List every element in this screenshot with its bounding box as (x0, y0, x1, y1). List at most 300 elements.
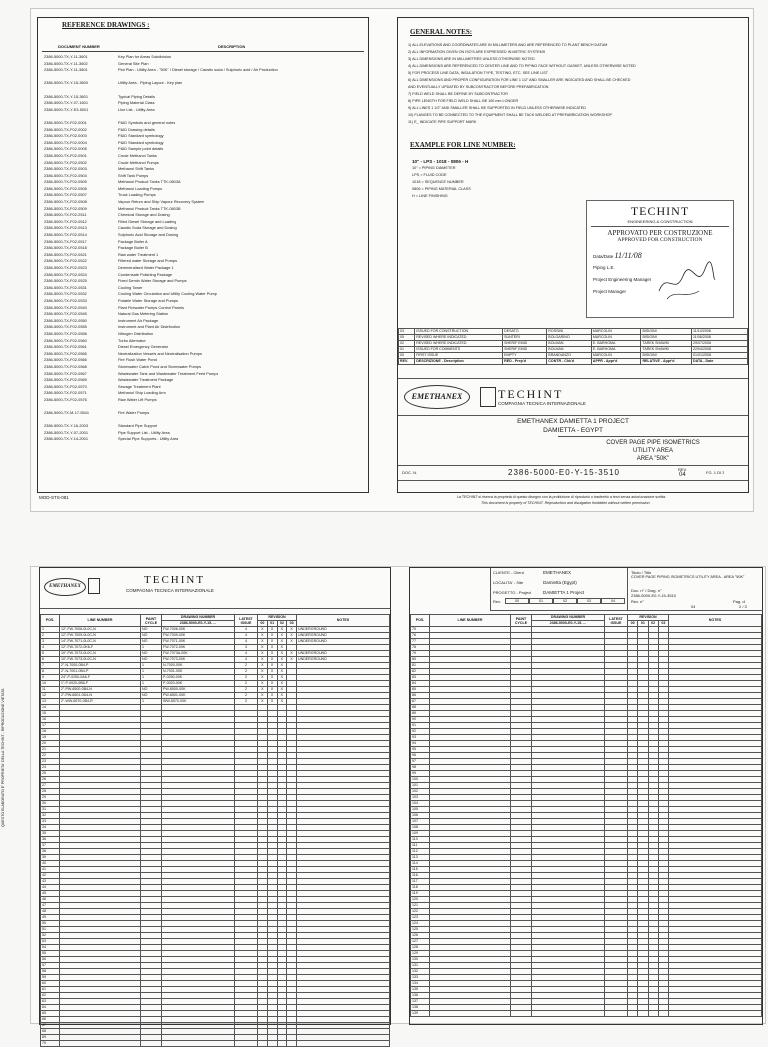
row-cell: X (287, 627, 297, 633)
project-title: EMETHANEX DAMIETTA 1 PROJECT (517, 418, 629, 425)
row-pos: 9 (41, 675, 60, 681)
reference-description: Package Boiler B (118, 245, 148, 251)
reference-doc-number: 2386-5000-TX-Y-11-3601 (44, 54, 88, 59)
row-pos: 137 (411, 999, 430, 1005)
reference-row (44, 430, 364, 437)
row-cell: X (277, 639, 287, 645)
reference-doc-number: 2386-5000-TX-F02-0532 (44, 291, 87, 297)
col-notes: NOTES (297, 615, 390, 627)
reference-doc-number: 2386-5000-TX-F02-0502 (44, 159, 87, 165)
general-note: 7) FIELD WELD SHALL BE DEFINE BY SUBCONTRACTOR (408, 92, 508, 96)
reference-doc-number: 2386-5000-TX-F02-0561 (44, 344, 87, 350)
stamp-piping-label: Piping L.E. (593, 265, 615, 271)
row-cell: 4 (235, 627, 258, 633)
reference-doc-number: 2386-5000-TX-F02-0570 (44, 383, 87, 389)
revision-cell: TAREK SHAWKI (641, 347, 692, 353)
reference-row (44, 324, 364, 331)
row-cell: X (267, 657, 277, 663)
row-cell: X (287, 657, 297, 663)
row-pos: 87 (411, 699, 430, 705)
row-pos: 29 (41, 795, 60, 801)
row-cell: PW-6501-00K (162, 693, 235, 699)
row-cell: 2 (235, 693, 258, 699)
col-line-number: LINE NUMBER (60, 615, 141, 627)
row-pos: 4 (41, 645, 60, 651)
row-pos: 66 (41, 1017, 60, 1023)
general-note: 4) ALL DIMENSIONS ARE REFERENCED TO CENTER LINE AND TO PIPING FACE WITHOUT GASKET, UNLESS OTHERWISE NOTED (408, 64, 636, 68)
table-row (41, 1041, 390, 1047)
reference-row (44, 87, 364, 94)
reference-description: Instrument Air Package (118, 317, 159, 323)
reference-description: Plot Plan - Utility Area - "50K" / Diesel storage / Caustic soda / Sulphuric acid / Air Production (118, 67, 278, 73)
revision-cell: BISIGINI (641, 335, 692, 341)
reference-row (44, 285, 364, 292)
reference-row (44, 291, 364, 298)
row-pos: 92 (411, 729, 430, 735)
row-pos: 70 (41, 1041, 60, 1047)
reference-doc-number: 2386-5000-TX-F02-0540 (44, 304, 87, 310)
stamp-pm-label: Project Manager (593, 289, 627, 295)
reference-row (44, 384, 364, 391)
revision-header-cell: RED - Prep'd (503, 359, 547, 365)
row-cell: 10"-FW-7073-0L0C-N (60, 657, 141, 663)
reference-doc-number: 2386-5000-TX-F02-0533 (44, 297, 87, 303)
row-pos: 113 (411, 855, 430, 861)
row-cell: X (258, 675, 268, 681)
row-pos: 78 (411, 645, 430, 651)
row-cell: X (277, 681, 287, 687)
row-cell: X (267, 639, 277, 645)
reference-description: Crude Methanol Pumps (118, 159, 159, 165)
row-pos: 33 (41, 819, 60, 825)
reference-description: Standard Pipe Support (118, 423, 158, 429)
row-cell: 1 (141, 699, 162, 705)
row-pos: 133 (411, 975, 430, 981)
reference-doc-number: 2386-5000-TX-F02-0517 (44, 238, 87, 244)
reference-doc-number: 2386-5000-TX-F02-0004 (44, 139, 87, 145)
reference-description: Fire Water Pumps (118, 410, 150, 416)
revision-cell: DESATO (503, 329, 547, 335)
rev-subcol: 01 (267, 621, 277, 627)
row-cell: 2 (235, 687, 258, 693)
doc-number: 2386-5000-E0-Y-15-3510 (508, 468, 620, 477)
col-doc-number-header: DOCUMENT NUMBER (58, 44, 100, 49)
row-cell (287, 1041, 297, 1047)
row-pos: 102 (411, 789, 430, 795)
row-cell: 2"-WW-6570-0B4-R (60, 699, 141, 705)
row-pos: 21 (41, 747, 60, 753)
reference-doc-number: 2386-5000-TX-F02-0545 (44, 311, 87, 317)
row-cell: X (258, 663, 268, 669)
reference-description: Fixed Demin Water Storage and Pumps (118, 278, 187, 284)
reference-row (44, 410, 364, 417)
reference-row (44, 331, 364, 338)
reference-row (44, 61, 364, 68)
reference-doc-number: 2386-5000-TX-F02-0522 (44, 258, 87, 264)
row-pos: 125 (411, 927, 430, 933)
row-cell: X (267, 669, 277, 675)
revision-cell: 03 (399, 329, 415, 335)
col-revision: REVISION (628, 615, 669, 621)
row-cell (267, 1041, 277, 1047)
reference-row (44, 423, 364, 430)
row-cell: 2"-PW-6501-0D4-N (60, 693, 141, 699)
reference-list (44, 54, 364, 443)
row-pos: 128 (411, 945, 430, 951)
bottom-sheet (1, 566, 766, 1045)
rev-column: 00 (505, 598, 529, 604)
reference-row (44, 232, 364, 239)
doc-title-1: COVER PAGE PIPE ISOMETRICS (606, 440, 700, 446)
reference-doc-number: 2386-5000-TX-Y-16-2003 (44, 423, 88, 429)
reference-row (44, 192, 364, 199)
rev-subcol: 03 (658, 621, 668, 627)
col-latest-issue: LATEST ISSUE (605, 615, 628, 627)
revision-cell: REVISED WHERE INDICATED (415, 341, 503, 347)
reference-doc-number (44, 403, 118, 410)
row-pos: 85 (411, 687, 430, 693)
row-cell: X (267, 693, 277, 699)
reference-row (44, 245, 364, 252)
isometric-table-left (40, 614, 390, 1047)
reference-row (44, 417, 364, 424)
reference-doc-number: 2386-5000-TX-F02-0550 (44, 317, 87, 323)
reference-row (44, 364, 364, 371)
general-note: 11) E_ INDICATE PIPE SUPPORT MARK (408, 120, 477, 124)
row-pos: 132 (411, 969, 430, 975)
proj-label: PROGETTO - Project (493, 590, 532, 595)
reference-row (44, 397, 364, 404)
row-cell (511, 1011, 532, 1017)
techint-logo-small: TECHINT (144, 574, 206, 586)
revision-cell: 22/04/2008 (692, 347, 748, 353)
row-cell: 4 (235, 633, 258, 639)
revision-cell: 11/10/2008 (692, 329, 748, 335)
reference-row (44, 225, 364, 232)
row-cell: 2"-PW-6500-0B4-N (60, 687, 141, 693)
row-cell (648, 1011, 658, 1017)
revision-cell: E. BARHOMA (591, 341, 641, 347)
reference-doc-number: 2386-5000-TX-F02-0555 (44, 324, 87, 330)
example-list (412, 158, 612, 200)
revision-cell: FIRST ISSUE (415, 353, 503, 359)
reference-description: Package Boiler A (118, 238, 148, 244)
row-cell: X (258, 639, 268, 645)
reference-row (44, 127, 364, 134)
row-pos: 129 (411, 951, 430, 957)
row-cell (235, 1041, 258, 1047)
row-pos: 106 (411, 813, 430, 819)
rev-column: 01 (529, 598, 553, 604)
reference-description: P&ID Symbols and general notes (118, 119, 176, 125)
row-pos: 82 (411, 669, 430, 675)
row-cell: N-7000-00K (162, 663, 235, 669)
reference-row (44, 212, 364, 219)
reference-doc-number: 2386-5000-TX-F02-0501 (44, 152, 87, 158)
rev-subcol: 02 (277, 621, 287, 627)
property-line-1: La TECHINT si riserva la proprietà di questo disegno con la proibizione di riprodurlo o trasferirlo a terzi senza autorizzazione scritta. (457, 495, 667, 499)
reference-doc-number: 2386-5000-TX-F02-0508 (44, 199, 87, 205)
reference-row (44, 67, 364, 74)
rev2-value: 04 (691, 604, 696, 609)
row-cell: X (267, 627, 277, 633)
row-pos: 51 (41, 927, 60, 933)
revision-cell: TAREK SHAWKI (641, 341, 692, 347)
revision-cell: ISSUED FOR CONSTRUCTION (415, 329, 503, 335)
reference-doc-number: 2386-5000-TX-F02-0512 (44, 218, 87, 224)
reference-doc-number: 2386-5000-TX-F02-0514 (44, 232, 87, 238)
row-pos: 54 (41, 945, 60, 951)
row-pos: 39 (41, 855, 60, 861)
row-pos: 121 (411, 903, 430, 909)
general-note: 5) FOR PROCESS LINE DATA, INSULATION TYPE, TESTING, ETC. SEE LINE LIST (408, 71, 549, 75)
row-cell: X (258, 681, 268, 687)
reference-row (44, 298, 364, 305)
revision-header-cell: CONTR - Chk'd (547, 359, 592, 365)
row-cell: 4 (235, 651, 258, 657)
row-cell: X (277, 627, 287, 633)
row-pos: 88 (411, 705, 430, 711)
row-pos: 12 (41, 693, 60, 699)
row-pos: 34 (41, 825, 60, 831)
row-cell: X (258, 687, 268, 693)
row-cell: 1 (141, 669, 162, 675)
row-pos: 37 (41, 843, 60, 849)
revision-cell: MARCOLIN (591, 353, 641, 359)
side-text: QUESTO ELABORATO E' PROPRIETA' DELLA TECHINT - RIPRODUZIONE VIETATA (1, 688, 5, 827)
row-pos: 67 (41, 1023, 60, 1029)
left-logos (40, 568, 390, 609)
revision-cell: E. BARHOMA (591, 347, 641, 353)
row-cell: FW-7073-00K (162, 657, 235, 663)
revision-cell: 05 (399, 335, 415, 341)
revision-cell: REVISED WHERE INDICATED (415, 335, 503, 341)
row-pos: 41 (41, 867, 60, 873)
techint-sub-small: COMPAGNIA TECNICA INTERNAZIONALE (126, 588, 214, 593)
row-cell: X (277, 699, 287, 705)
row-pos: 96 (411, 753, 430, 759)
reference-description: Methanol Loading Pumps (118, 185, 163, 191)
row-pos: 112 (411, 849, 430, 855)
drawing-number-prefix: 2386-5000-E0-Y-15- ... (162, 621, 235, 627)
row-pos: 84 (411, 681, 430, 687)
reference-row (44, 252, 364, 259)
reference-row (44, 278, 364, 285)
reference-description: Typical Piping Details (118, 93, 155, 99)
col-drawing-number: DRAWING NUMBER (532, 615, 605, 621)
row-pos: 104 (411, 801, 430, 807)
project-subtitle: DAMIETTA - EGYPT (543, 427, 603, 434)
row-pos: 61 (41, 987, 60, 993)
reference-description: P&ID Standard symbology (118, 133, 164, 139)
row-cell: 10"-FW-7073-0L0C-N (60, 651, 141, 657)
row-cell: UNDERGROUND (297, 627, 390, 633)
row-pos: 120 (411, 897, 430, 903)
reference-doc-number: 2386-5000-TX-F02-0507 (44, 192, 87, 198)
row-pos: 114 (411, 861, 430, 867)
example-line: 0806 = PIPING MATERIAL CLASS (412, 187, 471, 191)
row-cell: N-7001-00K (162, 669, 235, 675)
client-label: CLIENTE - Client (493, 570, 524, 575)
reference-description: Piping Material Class (118, 100, 155, 106)
general-notes-list (408, 42, 738, 126)
row-cell: UNDERGROUND (297, 639, 390, 645)
row-pos: 139 (411, 1011, 430, 1017)
row-cell: FW-7072-00K (162, 645, 235, 651)
rev-column: 04 (601, 598, 625, 604)
row-pos: 130 (411, 957, 430, 963)
reference-doc-number (44, 87, 118, 94)
stamp-date-label: Data/Date (593, 254, 614, 260)
row-cell: 2"-N-7000-0B4-P (60, 663, 141, 669)
page-label: Pag. di (733, 599, 746, 604)
approval-stamp (586, 200, 734, 318)
reference-description: Methanol Ship Loading Arm (118, 390, 166, 396)
row-pos: 11 (41, 687, 60, 693)
reference-doc-number: 2386-5000-TX-F02-0505 (44, 179, 87, 185)
reference-description: Filtered water Storage and Pumps (118, 258, 178, 264)
reference-row (44, 377, 364, 384)
row-cell: 12"-FW-7009-0L0C-N (60, 633, 141, 639)
row-cell: X (277, 669, 287, 675)
row-cell (605, 1011, 628, 1017)
rev-subcol: 00 (258, 621, 268, 627)
row-pos: 14 (41, 705, 60, 711)
client-value: EMETHANEX (543, 570, 572, 575)
row-pos: 24 (41, 765, 60, 771)
row-pos: 124 (411, 921, 430, 927)
general-note: 10) FLANGES TO BE CONNECTED TO THE EQUIPMENT SHALL BE TACK WELDED AT PREFABRICATION WORKSHOP (408, 113, 613, 117)
reference-doc-number: 2386-5000-TX-Y-14-2001 (44, 436, 88, 442)
doc-label: Doc. n° / Dwg. n° (631, 588, 662, 593)
row-pos: 58 (41, 969, 60, 975)
row-cell: X (267, 687, 277, 693)
row-pos: 17 (41, 723, 60, 729)
row-cell (658, 1011, 668, 1017)
row-pos: 91 (411, 723, 430, 729)
reference-description: Key Plan for Areas Subdivision (118, 54, 172, 59)
row-pos: 16 (41, 717, 60, 723)
title-block-frame (397, 17, 749, 493)
row-cell (277, 1041, 287, 1047)
techint-mark-icon (480, 387, 496, 407)
row-pos: 126 (411, 933, 430, 939)
revision-cell: 00 (399, 353, 415, 359)
reference-row (44, 351, 364, 358)
reference-row (44, 113, 364, 120)
row-cell: 3 (235, 645, 258, 651)
isometric-table-right (410, 614, 762, 1017)
reference-doc-number: 2386-5000-TX-Y-E3-5001 (44, 106, 89, 112)
row-cell: X (258, 657, 268, 663)
revision-header-cell: DESCRIZIONE - Description (415, 359, 503, 365)
doc-title-3: AREA "50K" (636, 456, 670, 462)
revision-cell: BISIGINI (641, 329, 692, 335)
row-pos: 103 (411, 795, 430, 801)
title-value: COVER PAGE PIPING ISOMETRICS UTILITY AREA - AREA "50K" (631, 575, 745, 579)
rev-columns (505, 598, 625, 604)
row-pos: 89 (411, 711, 430, 717)
row-pos: 77 (411, 639, 430, 645)
row-pos: 7 (41, 663, 60, 669)
revision-cell: 01 (399, 347, 415, 353)
reference-description: Methanol Shift Tanks (118, 166, 155, 172)
stamp-line1: APPROVATO PER COSTRUZIONE (607, 229, 713, 238)
row-pos: 13 (41, 699, 60, 705)
reference-doc-number: 2386-5000-TX-F02-0504 (44, 172, 87, 178)
revision-cell: ROSSINI (547, 329, 592, 335)
row-cell: 12"-FW-7006-0L0C-N (60, 627, 141, 633)
row-cell: FW-7071-00K (162, 639, 235, 645)
row-pos: 117 (411, 879, 430, 885)
rev-label: REV. (678, 467, 687, 472)
reference-row (44, 258, 364, 265)
row-pos: 86 (411, 693, 430, 699)
row-pos: 108 (411, 825, 430, 831)
row-pos: 43 (41, 879, 60, 885)
row-pos: 105 (411, 807, 430, 813)
row-cell: X (258, 699, 268, 705)
row-pos: 136 (411, 993, 430, 999)
revision-cell: BRANDANZO (547, 353, 592, 359)
row-pos: 69 (41, 1035, 60, 1041)
top-sheet (30, 8, 754, 512)
row-pos: 19 (41, 735, 60, 741)
row-pos: 60 (41, 981, 60, 987)
reference-doc-number: 2386-5000-TX-F02-0503 (44, 166, 87, 172)
reference-row (44, 100, 364, 107)
row-cell: 2 (235, 699, 258, 705)
row-pos: 10 (41, 681, 60, 687)
row-pos: 1 (41, 627, 60, 633)
reference-doc-number: 2386-5000-TX-F02-0565 (44, 350, 87, 356)
row-cell (60, 1041, 141, 1047)
general-note: 2) ALL INFORMATION GIVEN ON ISO'S ARE EXPRESSED IN METRIC SYSTEMS (408, 50, 546, 54)
row-pos: 20 (41, 741, 60, 747)
example-line: 10" = PIPING DIAMETER (412, 166, 456, 170)
doc-number-row (398, 465, 748, 481)
stamp-pem-label: Project Engineering Manager (593, 277, 652, 283)
row-pos: 57 (41, 963, 60, 969)
row-pos: 131 (411, 963, 430, 969)
row-cell: 4 (235, 657, 258, 663)
col-description-header: DESCRIPTION (218, 44, 246, 49)
revision-cell: EMPTY (503, 353, 547, 359)
row-cell: 1 (141, 663, 162, 669)
reference-row (44, 186, 364, 193)
revision-cell: ISSUED FOR COMMENTS (415, 347, 503, 353)
revision-header-cell: REV. (399, 359, 415, 365)
reference-description: Sulphuric Acid Storage and Dosing (118, 232, 179, 238)
row-cell: 2 (235, 681, 258, 687)
footer-code: MOD-STS-081 (39, 495, 69, 500)
row-pos: 5 (41, 651, 60, 657)
row-pos: 3 (41, 639, 60, 645)
row-pos: 46 (41, 897, 60, 903)
reference-description: P&ID Drawing details (118, 126, 155, 132)
revision-header-cell: DATA - Date (692, 359, 748, 365)
techint-mark-icon (88, 578, 100, 594)
revision-header-row (399, 359, 748, 365)
revision-cell: 11/06/2008 (692, 335, 748, 341)
reference-doc-number: 2386-5000-TX-F02-0567 (44, 370, 87, 376)
row-pos: 50 (41, 921, 60, 927)
col-pos: POS. (41, 615, 60, 627)
row-pos: 101 (411, 783, 430, 789)
revision-cell: MARCOLIN (591, 335, 641, 341)
reference-doc-number (44, 113, 118, 120)
reference-doc-number: 2386-5000-TX-F02-0513 (44, 225, 87, 231)
